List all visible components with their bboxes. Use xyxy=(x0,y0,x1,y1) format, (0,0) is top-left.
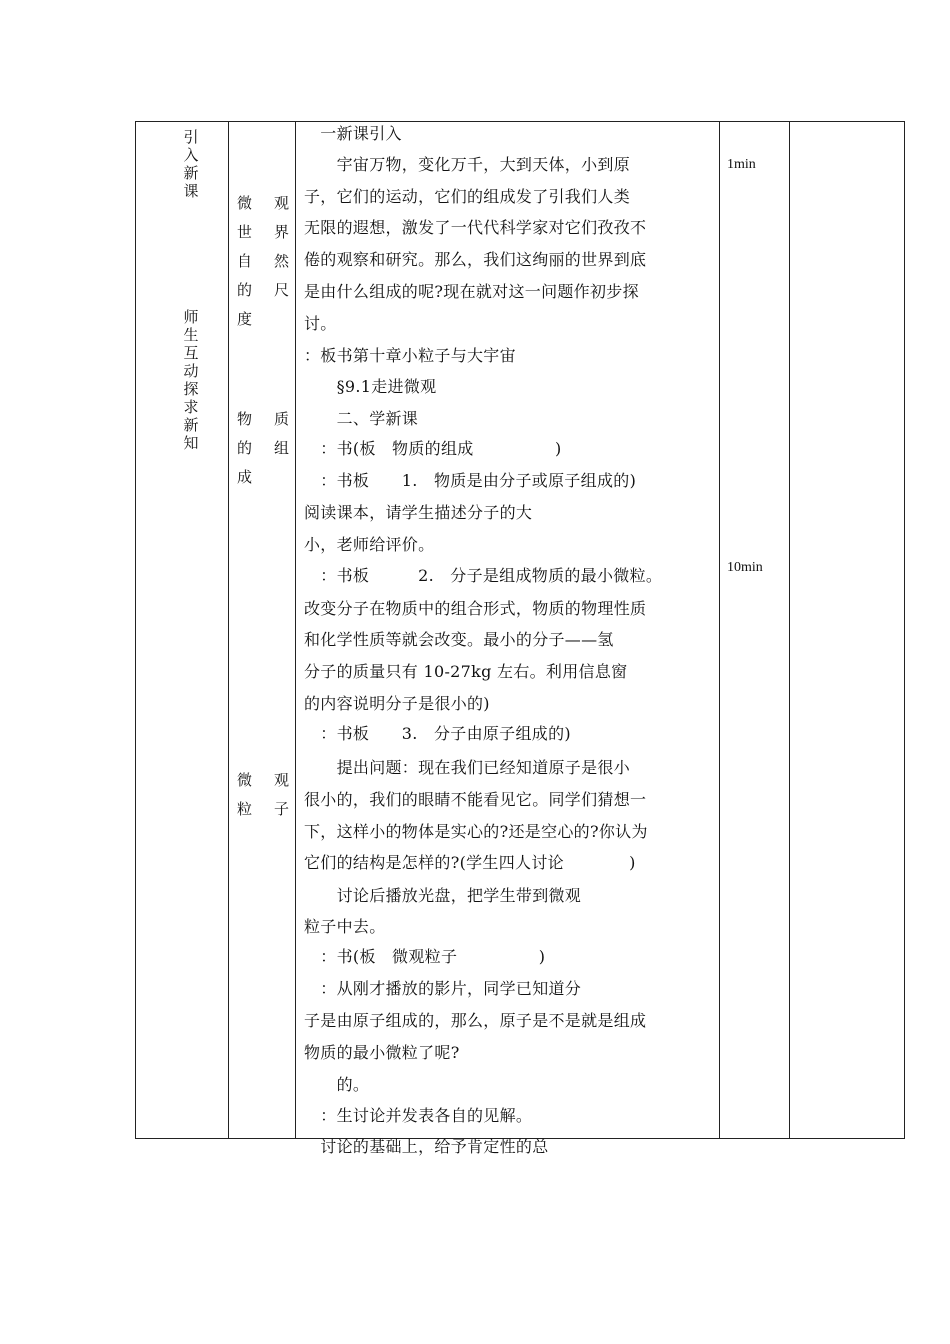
content-line: 倦的观察和研究。那么，我们这绚丽的世界到底 xyxy=(304,250,647,269)
topic-line: 自 然 xyxy=(237,252,289,270)
content-line: ：书板 1. 物质是由分子或原子组成的) xyxy=(304,471,637,490)
content-line: 改变分子在物质中的组合形式，物质的物理性质 xyxy=(304,599,647,618)
content-line: 的。 xyxy=(304,1075,370,1094)
topic-micro-particles xyxy=(237,766,289,824)
content-line: 分子的质量只有 10-27kg 左右。利用信息窗 xyxy=(304,662,628,681)
content-line: §9.1走进微观 xyxy=(304,377,437,396)
time-interaction: 10min xyxy=(727,560,763,575)
topic-line: 物 质 xyxy=(237,410,289,428)
content-line: 是由什么组成的呢?现在就对这一问题作初步探 xyxy=(304,282,639,301)
topic-line: 微 观 xyxy=(237,771,289,789)
topic-line: 的 尺 xyxy=(237,281,289,299)
content-line: 的内容说明分子是很小的) xyxy=(304,694,490,713)
topic-line: 粒子 xyxy=(237,800,289,818)
content-line: 小，老师给评价。 xyxy=(304,535,435,554)
stage-label-interaction: 师生互动 xyxy=(183,308,199,380)
content-line: 二、学新课 xyxy=(304,409,419,428)
content-line: 一新课引入 xyxy=(304,124,402,143)
topic-line: 的 组 xyxy=(237,439,289,457)
content-line: 粒子中去。 xyxy=(304,917,386,936)
stage-column xyxy=(135,121,229,1139)
content-line: 子，它们的运动，它们的组成发了引我们人类 xyxy=(304,187,631,206)
content-line: 宇宙万物，变化万千，大到天体，小到原 xyxy=(304,155,631,174)
topic-line: 世界 xyxy=(237,223,289,241)
content-line: ：生讨论并发表各自的见解。 xyxy=(304,1106,533,1125)
topic-composition-of-matter xyxy=(237,405,289,492)
content-line: ：书(板 微观粒子 ) xyxy=(304,947,546,966)
content-line: 很小的，我们的眼睛不能看见它。同学们猜想一 xyxy=(304,790,647,809)
content-line: 和化学性质等就会改变。最小的分子——氢 xyxy=(304,630,614,649)
topic-line: 成 xyxy=(237,468,253,486)
topic-line: 度 xyxy=(237,310,253,328)
stage-label-intro: 引入新课 xyxy=(183,128,199,200)
content-line: ：从刚才播放的影片，同学已知道分 xyxy=(304,979,582,998)
topic-line: 微 观 xyxy=(237,194,289,212)
content-line: 提出问题：现在我们已经知道原子是很小 xyxy=(304,758,631,777)
content-line: 它们的结构是怎样的?(学生四人讨论 ) xyxy=(304,853,636,872)
content-line: 物质的最小微粒了呢? xyxy=(304,1043,460,1062)
content-line: 无限的遐想，激发了一代代科学家对它们孜孜不 xyxy=(304,218,647,237)
content-line: ：板书第十章小粒子与大宇宙 xyxy=(304,346,516,365)
topic-micro-world-scale xyxy=(237,189,289,334)
content-line: ：书板 2. 分子是组成物质的最小微粒。 xyxy=(304,566,663,585)
stage-label-explore: 探求新知 xyxy=(183,380,199,452)
content-line: 讨论后播放光盘，把学生带到微观 xyxy=(304,886,582,905)
time-intro: 1min xyxy=(727,157,756,172)
content-line: ：书板 3. 分子由原子组成的) xyxy=(304,724,571,743)
content-line: 讨。 xyxy=(304,314,337,333)
content-line: ：书(板 物质的组成 ) xyxy=(304,439,562,458)
content-line: 子是由原子组成的，那么，原子是不是就是组成 xyxy=(304,1011,647,1030)
time-column xyxy=(719,121,790,1139)
content-line: 讨论的基础上，给予肯定性的总 xyxy=(304,1137,549,1156)
content-line: 阅读课本，请学生描述分子的大 xyxy=(304,503,533,522)
content-line: 下，这样小的物体是实心的?还是空心的?你认为 xyxy=(304,822,648,841)
notes-column xyxy=(789,121,905,1139)
